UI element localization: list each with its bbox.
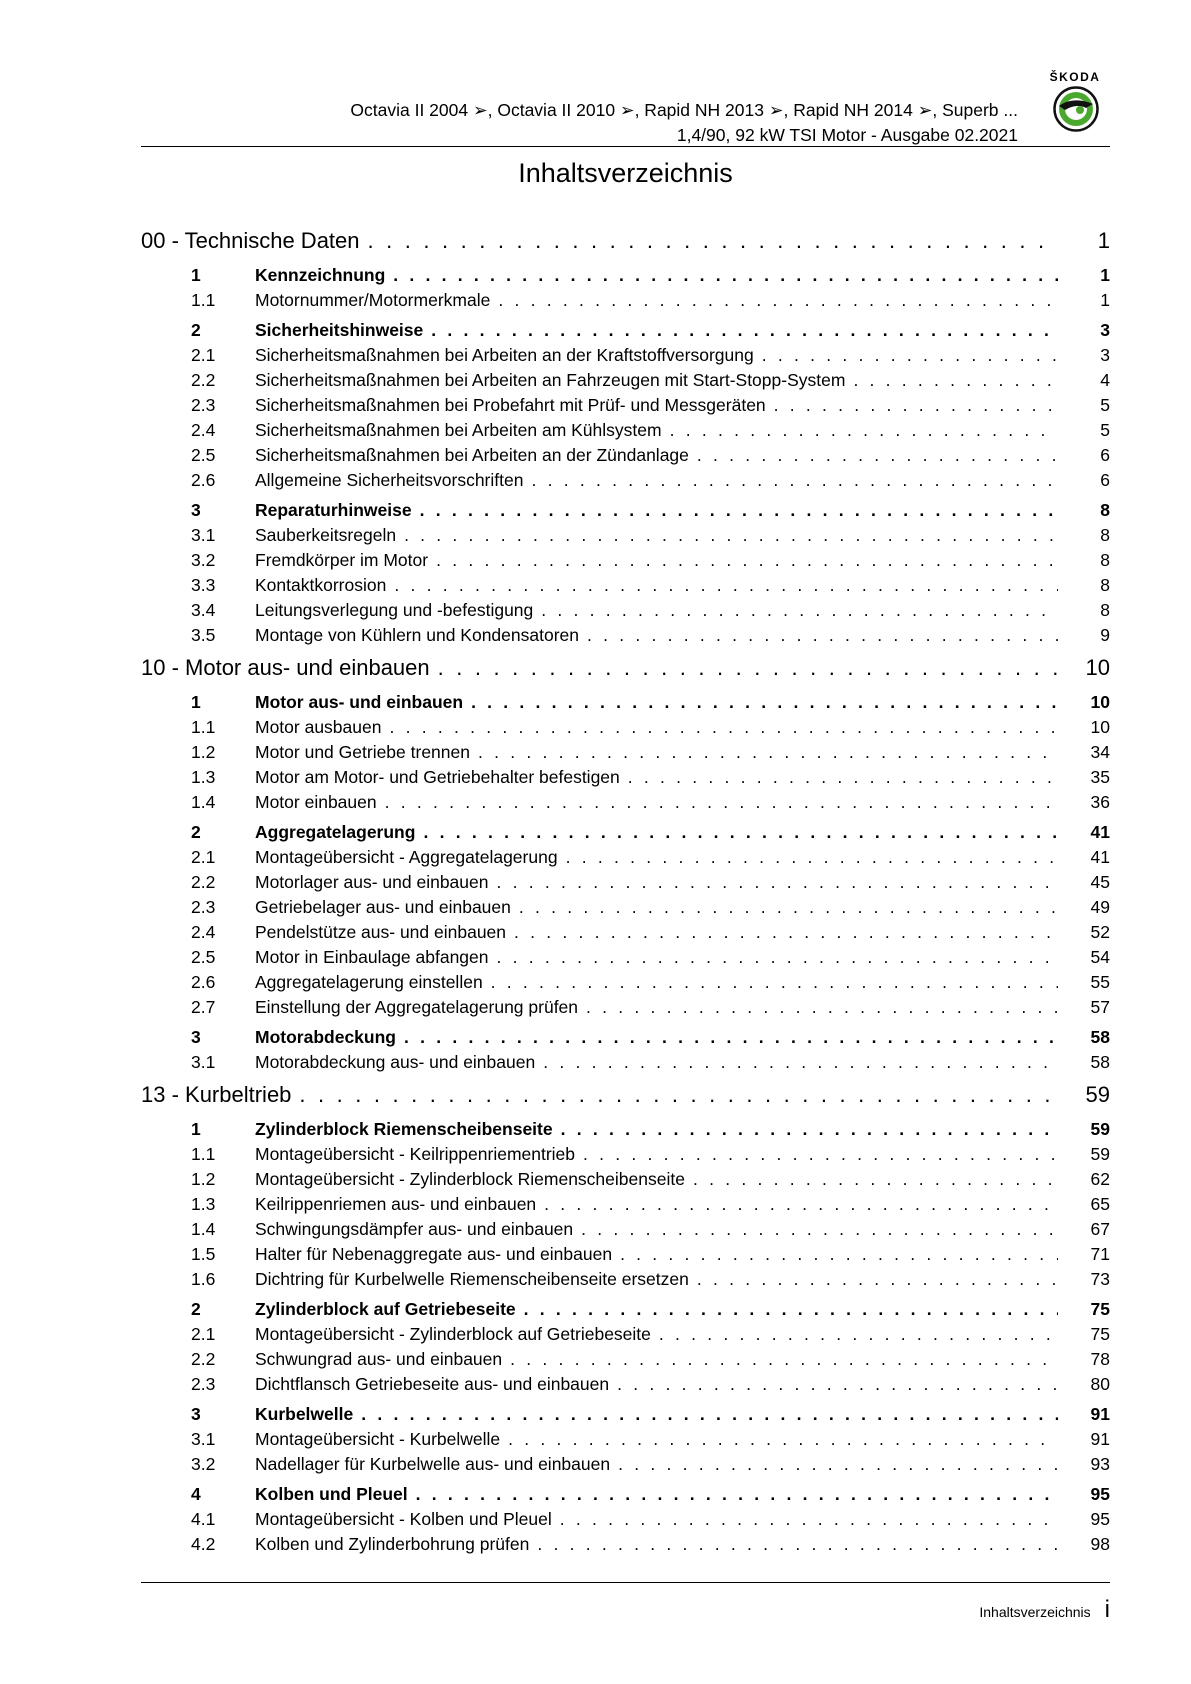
toc-entry-number: 1.3 (191, 767, 216, 787)
toc-entry-title: Montageübersicht - Aggregatelagerung (255, 847, 558, 867)
toc-entry-number: 1 (191, 265, 201, 285)
toc-entry[interactable] (141, 995, 1110, 1020)
toc-entry[interactable] (141, 1242, 1110, 1267)
toc-entry-number: 1 (191, 692, 201, 712)
toc-dot-leader (561, 1116, 1058, 1142)
toc-dot-leader (519, 895, 1058, 920)
toc-entry[interactable] (141, 1401, 1110, 1427)
toc-dot-leader (774, 393, 1058, 418)
toc-entry-title: Getriebelager aus- und einbauen (255, 897, 511, 917)
toc-entry-title: Motor am Motor- und Getriebehalter befestigen (255, 767, 620, 787)
toc-entry-page: 67 (1090, 1219, 1110, 1239)
toc-entry-title: Montageübersicht - Zylinderblock Riemenscheibenseite (255, 1169, 685, 1189)
toc-dot-leader (531, 468, 1058, 493)
toc-entry-title: Montage von Kühlern und Kondensatoren (255, 625, 579, 645)
toc-entry-number: 1.1 (191, 717, 216, 737)
toc-entry[interactable] (141, 573, 1110, 598)
toc-entry-page: 1 (1097, 228, 1110, 253)
toc-entry[interactable] (141, 317, 1110, 343)
toc-entry[interactable] (141, 970, 1110, 995)
toc-entry-page: 35 (1090, 767, 1110, 787)
toc-entry-page: 34 (1090, 742, 1110, 762)
toc-dot-leader (420, 497, 1058, 523)
toc-entry-title: Nadellager für Kurbelwelle aus- und einbauen (255, 1454, 611, 1474)
toc-dot-leader (537, 1532, 1058, 1557)
toc-entry-title: Allgemeine Sicherheitsvorschriften (255, 470, 524, 490)
toc-dot-leader (693, 1167, 1058, 1192)
toc-entry[interactable] (141, 1347, 1110, 1372)
footer-page-number: i (1104, 1596, 1110, 1623)
footer-label: Inhaltsverzeichnis (979, 1604, 1091, 1620)
toc-entry-title: Sicherheitsmaßnahmen bei Arbeiten am Kühlsystem (255, 420, 662, 440)
toc-entry[interactable] (141, 1296, 1110, 1322)
toc-entry-page: 4 (1100, 370, 1110, 390)
toc-entry-title: Zylinderblock auf Getriebeseite (255, 1299, 516, 1319)
toc-entry-number: 2.4 (191, 420, 216, 440)
toc-entry-title: Einstellung der Aggregatelagerung prüfen (255, 997, 579, 1017)
toc-entry[interactable] (141, 1116, 1110, 1142)
toc-entry-title: Motorlager aus- und einbauen (255, 872, 489, 892)
toc-entry-number: 4.2 (191, 1534, 216, 1554)
toc-entry-number: 3.2 (191, 1454, 216, 1474)
header-engine-edition: 1,4/90, 92 kW TSI Motor - Ausgabe 02.2021 (676, 125, 1018, 145)
toc-entry-title: Motor einbauen (255, 792, 377, 812)
toc-entry[interactable] (141, 1507, 1110, 1532)
toc-entry[interactable] (141, 1024, 1110, 1050)
toc-dot-leader (404, 523, 1058, 548)
toc-entry-page: 6 (1100, 445, 1110, 465)
toc-dot-leader (497, 945, 1058, 970)
toc-entry-title: Montageübersicht - Kurbelwelle (255, 1429, 501, 1449)
toc-entry-number: 2.6 (191, 972, 216, 992)
logo-wordmark: ŠKODA (1049, 70, 1101, 84)
header-rule (141, 146, 1110, 147)
toc-entry[interactable] (141, 1192, 1110, 1217)
toc-dot-leader (618, 1452, 1058, 1477)
toc-entry-page: 8 (1100, 575, 1110, 595)
toc-entry-title: Dichtring für Kurbelwelle Riemenscheibenseite ersetzen (255, 1269, 689, 1289)
toc-entry[interactable] (141, 497, 1110, 523)
toc-entry[interactable] (141, 1217, 1110, 1242)
toc-entry-number: 3.2 (191, 550, 216, 570)
toc-entry[interactable] (141, 1532, 1110, 1557)
toc-entry-page: 78 (1090, 1349, 1110, 1369)
toc-dot-leader (416, 1481, 1058, 1507)
toc-entry-number: 3 (191, 1404, 201, 1424)
toc-entry-number: 1.1 (191, 1144, 216, 1164)
toc-dot-leader (581, 1217, 1058, 1242)
toc-dot-leader (543, 1050, 1058, 1075)
toc-entry-title: 10 - Motor aus- und einbauen (141, 655, 430, 680)
toc-dot-leader (659, 1322, 1058, 1347)
toc-entry-page: 75 (1090, 1324, 1110, 1344)
toc-entry-page: 95 (1090, 1509, 1110, 1529)
toc-entry[interactable] (141, 819, 1110, 845)
toc-entry-number: 1.2 (191, 1169, 216, 1189)
toc-dot-leader (524, 1296, 1058, 1322)
header-models: Octavia II 2004 ➢, Octavia II 2010 ➢, Rapid NH 2013 ➢, Rapid NH 2014 ➢, Superb ... (350, 100, 1018, 120)
toc-entry[interactable] (141, 715, 1110, 740)
toc-entry[interactable] (141, 895, 1110, 920)
toc-dot-leader (438, 651, 1058, 685)
toc-entry-page: 95 (1090, 1484, 1110, 1504)
toc-entry-title: Sicherheitsmaßnahmen bei Arbeiten an der Zündanlage (255, 445, 689, 465)
toc-entry-title: Halter für Nebenaggregate aus- und einbauen (255, 1244, 613, 1264)
toc-dot-leader (436, 548, 1058, 573)
toc-entry-title: Fremdkörper im Motor (255, 550, 429, 570)
toc-entry[interactable] (141, 1427, 1110, 1452)
page-footer (979, 1596, 1110, 1624)
toc-entry[interactable] (141, 523, 1110, 548)
toc-dot-leader (394, 573, 1058, 598)
toc-entry-page: 10 (1090, 717, 1110, 737)
page-title: Inhaltsverzeichnis (518, 158, 733, 188)
toc-dot-leader (853, 368, 1058, 393)
toc-entry-title: Schwungrad aus- und einbauen (255, 1349, 503, 1369)
toc-entry[interactable] (141, 393, 1110, 418)
toc-entry-number: 3.5 (191, 625, 216, 645)
toc-dot-leader (510, 1347, 1058, 1372)
toc-entry-number: 2.4 (191, 922, 216, 942)
toc-dot-leader (508, 1427, 1058, 1452)
toc-dot-leader (498, 288, 1058, 313)
toc-entry-page: 75 (1090, 1299, 1110, 1319)
page-header (141, 66, 1110, 146)
toc-entry[interactable] (141, 765, 1110, 790)
toc-entry-page: 98 (1090, 1534, 1110, 1554)
toc-entry-page: 10 (1085, 655, 1110, 680)
toc-entry-page: 3 (1100, 345, 1110, 365)
toc-entry-title: Montageübersicht - Keilrippenriementrieb (255, 1144, 576, 1164)
toc-entry-number: 1.2 (191, 742, 216, 762)
toc-dot-leader (560, 1507, 1058, 1532)
toc-entry-page: 62 (1090, 1169, 1110, 1189)
toc-entry-number: 3.1 (191, 1052, 216, 1072)
toc-entry-title: Leitungsverlegung und -befestigung (255, 600, 534, 620)
toc-dot-leader (586, 995, 1058, 1020)
toc-entry-number: 1.4 (191, 1219, 216, 1239)
toc-entry-title: Motor ausbauen (255, 717, 382, 737)
toc-entry-page: 59 (1090, 1119, 1110, 1139)
toc-entry-page: 65 (1090, 1194, 1110, 1214)
toc-entry-number: 2.2 (191, 872, 216, 892)
toc-entry-page: 8 (1100, 525, 1110, 545)
toc-entry-number: 2.5 (191, 445, 216, 465)
toc-entry-number: 1.4 (191, 792, 216, 812)
toc-entry-page: 1 (1100, 265, 1110, 285)
toc-entry-title: Motor in Einbaulage abfangen (255, 947, 489, 967)
toc-dot-leader (299, 1078, 1058, 1112)
toc-entry-page: 6 (1100, 470, 1110, 490)
toc-entry[interactable] (141, 262, 1110, 288)
toc-dot-leader (620, 1242, 1058, 1267)
toc-entry-title: Sicherheitsmaßnahmen bei Arbeiten an der Kraftstoffversorgung (255, 345, 754, 365)
toc-entry-page: 54 (1090, 947, 1110, 967)
toc-entry-title: Sauberkeitsregeln (255, 525, 397, 545)
toc-entry-title: Pendelstütze aus- und einbauen (255, 922, 507, 942)
toc-entry[interactable] (141, 1142, 1110, 1167)
toc-entry-title: Zylinderblock Riemenscheibenseite (255, 1119, 553, 1139)
toc-entry-title: 13 - Kurbeltrieb (141, 1082, 292, 1107)
toc-entry-page: 45 (1090, 872, 1110, 892)
toc-entry-number: 1.1 (191, 290, 216, 310)
toc-entry-page: 59 (1085, 1082, 1110, 1107)
toc-entry-page: 8 (1100, 550, 1110, 570)
toc-dot-leader (628, 765, 1058, 790)
toc-entry[interactable] (141, 1322, 1110, 1347)
toc-entry[interactable] (141, 1372, 1110, 1397)
table-of-contents (141, 224, 1110, 1557)
toc-entry[interactable] (141, 1267, 1110, 1292)
toc-dot-leader (497, 870, 1059, 895)
toc-entry-page: 91 (1090, 1429, 1110, 1449)
toc-dot-leader (587, 623, 1058, 648)
toc-entry-page: 91 (1090, 1404, 1110, 1424)
toc-dot-leader (697, 443, 1058, 468)
toc-entry-title: Kontaktkorrosion (255, 575, 387, 595)
toc-entry-page: 5 (1100, 420, 1110, 440)
toc-entry-number: 2.2 (191, 1349, 216, 1369)
toc-entry-number: 1.3 (191, 1194, 216, 1214)
toc-dot-leader (361, 1401, 1058, 1427)
toc-dot-leader (583, 1142, 1058, 1167)
toc-entry-page: 59 (1090, 1144, 1110, 1164)
toc-dot-leader (368, 224, 1058, 258)
toc-dot-leader (423, 819, 1058, 845)
toc-entry-page: 52 (1090, 922, 1110, 942)
toc-entry-number: 2.3 (191, 395, 216, 415)
toc-dot-leader (491, 970, 1058, 995)
toc-entry-number: 3 (191, 1027, 201, 1047)
toc-entry[interactable] (141, 368, 1110, 393)
toc-entry-page: 1 (1100, 290, 1110, 310)
toc-entry-title: Keilrippenriemen aus- und einbauen (255, 1194, 537, 1214)
toc-entry[interactable] (141, 548, 1110, 573)
toc-dot-leader (670, 418, 1058, 443)
toc-entry-number: 2.1 (191, 847, 216, 867)
toc-entry-page: 41 (1090, 822, 1110, 842)
toc-dot-leader (514, 920, 1058, 945)
toc-entry-number: 3.1 (191, 1429, 216, 1449)
skoda-logo (1040, 66, 1110, 146)
toc-entry[interactable] (141, 418, 1110, 443)
toc-entry-title: Montageübersicht - Kolben und Pleuel (255, 1509, 552, 1529)
toc-entry-number: 4.1 (191, 1509, 216, 1529)
toc-dot-leader (541, 598, 1058, 623)
toc-dot-leader (393, 262, 1058, 288)
toc-entry-title: Aggregatelagerung (255, 822, 416, 842)
toc-entry-number: 2 (191, 1299, 201, 1319)
toc-entry-page: 9 (1100, 625, 1110, 645)
toc-dot-leader (544, 1192, 1058, 1217)
toc-entry-page: 41 (1090, 847, 1110, 867)
toc-entry-title: Kennzeichnung (255, 265, 386, 285)
toc-dot-leader (471, 689, 1058, 715)
toc-entry-title: Sicherheitsmaßnahmen bei Arbeiten an Fahrzeugen mit Start-Stopp-System (255, 370, 846, 390)
toc-entry-page: 58 (1090, 1052, 1110, 1072)
toc-entry-page: 80 (1090, 1374, 1110, 1394)
toc-entry[interactable] (141, 1078, 1110, 1112)
toc-entry-title: Kolben und Pleuel (255, 1484, 408, 1504)
toc-entry-page: 93 (1090, 1454, 1110, 1474)
toc-entry-page: 10 (1090, 692, 1110, 712)
toc-entry-title: Dichtflansch Getriebeseite aus- und einbauen (255, 1374, 610, 1394)
toc-entry-title: Schwingungsdämpfer aus- und einbauen (255, 1219, 574, 1239)
toc-entry[interactable] (141, 1481, 1110, 1507)
toc-entry-title: Montageübersicht - Zylinderblock auf Getriebeseite (255, 1324, 651, 1344)
toc-entry[interactable] (141, 224, 1110, 258)
toc-entry-page: 36 (1090, 792, 1110, 812)
toc-entry[interactable] (141, 945, 1110, 970)
toc-entry[interactable] (141, 623, 1110, 648)
toc-entry-title: 00 - Technische Daten (141, 228, 360, 253)
toc-entry-title: Motor und Getriebe trennen (255, 742, 470, 762)
toc-dot-leader (389, 715, 1058, 740)
toc-entry[interactable] (141, 870, 1110, 895)
toc-entry-title: Sicherheitshinweise (255, 320, 424, 340)
toc-entry[interactable] (141, 343, 1110, 368)
toc-entry-page: 8 (1100, 500, 1110, 520)
toc-entry[interactable] (141, 689, 1110, 715)
toc-entry-title: Motor aus- und einbauen (255, 692, 464, 712)
toc-entry-number: 3 (191, 500, 201, 520)
toc-entry-number: 2.6 (191, 470, 216, 490)
toc-entry-number: 1 (191, 1119, 201, 1139)
toc-entry-page: 3 (1100, 320, 1110, 340)
toc-entry-number: 2.3 (191, 1374, 216, 1394)
toc-entry[interactable] (141, 920, 1110, 945)
toc-entry-number: 4 (191, 1484, 201, 1504)
header-text (350, 98, 1018, 148)
toc-entry-title: Kolben und Zylinderbohrung prüfen (255, 1534, 530, 1554)
toc-entry-number: 3.4 (191, 600, 216, 620)
toc-dot-leader (762, 343, 1058, 368)
toc-entry[interactable] (141, 598, 1110, 623)
toc-entry-title: Aggregatelagerung einstellen (255, 972, 483, 992)
toc-entry[interactable] (141, 1050, 1110, 1075)
toc-entry[interactable] (141, 443, 1110, 468)
toc-entry-page: 49 (1090, 897, 1110, 917)
toc-entry[interactable] (141, 651, 1110, 685)
toc-entry-number: 3.3 (191, 575, 216, 595)
toc-dot-leader (404, 1024, 1058, 1050)
toc-entry-number: 2.3 (191, 897, 216, 917)
toc-entry-title: Sicherheitsmaßnahmen bei Probefahrt mit Prüf- und Messgeräten (255, 395, 766, 415)
toc-entry[interactable] (141, 1452, 1110, 1477)
toc-entry-number: 2.2 (191, 370, 216, 390)
toc-dot-leader (431, 317, 1058, 343)
toc-entry-title: Motorabdeckung aus- und einbauen (255, 1052, 536, 1072)
toc-entry[interactable] (141, 740, 1110, 765)
toc-entry[interactable] (141, 1167, 1110, 1192)
toc-entry-title: Motorabdeckung (255, 1027, 396, 1047)
toc-entry[interactable] (141, 790, 1110, 815)
toc-entry-page: 8 (1100, 600, 1110, 620)
toc-entry-page: 58 (1090, 1027, 1110, 1047)
toc-entry-page: 5 (1100, 395, 1110, 415)
toc-entry-number: 1.6 (191, 1269, 216, 1289)
toc-entry-number: 2.1 (191, 1324, 216, 1344)
toc-dot-leader (697, 1267, 1058, 1292)
toc-entry-number: 2.7 (191, 997, 216, 1017)
toc-entry-page: 71 (1090, 1244, 1110, 1264)
toc-entry-page: 57 (1090, 997, 1110, 1017)
toc-entry-title: Motornummer/Motormerkmale (255, 290, 491, 310)
toc-entry-title: Kurbelwelle (255, 1404, 354, 1424)
toc-entry[interactable] (141, 288, 1110, 313)
toc-entry[interactable] (141, 468, 1110, 493)
toc-entry-number: 2.1 (191, 345, 216, 365)
toc-entry-number: 2 (191, 320, 201, 340)
footer-rule (141, 1582, 1110, 1583)
toc-entry-page: 73 (1090, 1269, 1110, 1289)
skoda-emblem-icon (1053, 86, 1099, 132)
toc-entry-page: 55 (1090, 972, 1110, 992)
toc-dot-leader (617, 1372, 1058, 1397)
toc-entry-number: 2 (191, 822, 201, 842)
toc-entry-number: 3.1 (191, 525, 216, 545)
toc-entry-title: Reparaturhinweise (255, 500, 412, 520)
toc-entry[interactable] (141, 845, 1110, 870)
toc-dot-leader (566, 845, 1058, 870)
toc-entry-number: 1.5 (191, 1244, 216, 1264)
toc-dot-leader (478, 740, 1058, 765)
toc-entry-number: 2.5 (191, 947, 216, 967)
toc-dot-leader (385, 790, 1058, 815)
